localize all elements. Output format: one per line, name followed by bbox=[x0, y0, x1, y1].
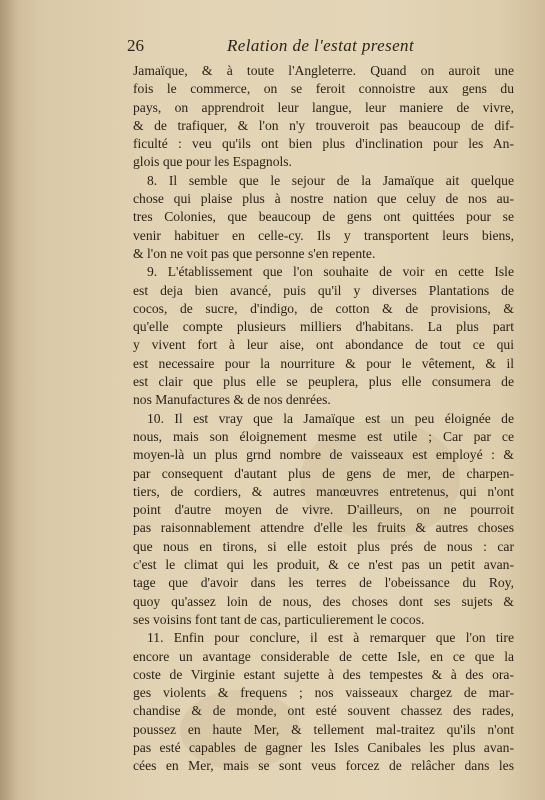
text-line: cocos, de sucre, d'indigo, de cotton & de provisions, & bbox=[133, 300, 514, 316]
paragraph-8-start: 8. Il semble que le sejour de la Jamaïque ait quelque bbox=[147, 172, 514, 188]
text-line: quoy qu'assez loin de nous, des choses dont ses sujets & bbox=[133, 593, 514, 609]
text-line: y vivent fort à leur aise, ont abondance de tout ce qui bbox=[133, 337, 514, 353]
text-line: glois que pour les Espagnols. bbox=[133, 154, 292, 170]
text-line: coste de Virginie estant sujette à des tempestes & à des ora- bbox=[133, 666, 514, 682]
text-line: que nous en tirons, si elle estoit plus prés de nous : car bbox=[133, 538, 514, 554]
text-line: chandise & de monde, ont esté souvent chassez des rades, bbox=[133, 703, 514, 719]
paragraph-9-start: 9. L'établissement que l'on souhaite de voir en cette Isle bbox=[147, 264, 514, 280]
text-line: est necessaire pour la nourriture & pour le vêtement, & il bbox=[133, 355, 514, 371]
paragraph-11-start: 11. Enfin pour conclure, il est à remarquer que l'on tire bbox=[147, 630, 514, 646]
page-gutter-shadow bbox=[0, 0, 18, 800]
text-line: ges violents & frequens ; nos vaisseaux chargez de mar- bbox=[133, 685, 514, 701]
text-line: ses voisins font tant de cas, particulierement le cocos. bbox=[133, 611, 425, 627]
text-line: tiers, de cordiers, & autres manœuvres entretenus, qui n'ont bbox=[133, 483, 514, 499]
running-head: Relation de l'estat present bbox=[227, 36, 415, 55]
page-header bbox=[127, 36, 525, 62]
text-line: pas raisonnablement attendre d'elle les fruits & autres choses bbox=[133, 520, 514, 536]
text-line: chose qui plaise plus à nostre nation que celuy de nos au- bbox=[133, 191, 514, 207]
text-line: cées en Mer, mais se sont veus forcez de relâcher dans les bbox=[133, 758, 514, 774]
text-line: par consequent d'autant plus de gens de mer, de charpen- bbox=[133, 465, 514, 481]
text-line: nous, mais son éloignement mesme est utile ; Car par ce bbox=[133, 428, 514, 444]
text-line: Jamaïque, & à toute l'Angleterre. Quand on auroit une bbox=[133, 63, 514, 78]
text-line: & l'on ne voit pas que personne s'en repente. bbox=[133, 245, 376, 261]
paragraph-10-start: 10. Il est vray que la Jamaïque est un peu éloignée de bbox=[147, 410, 514, 426]
text-line: nos Manufactures & de nos denrées. bbox=[133, 392, 331, 408]
text-line: fois le commerce, on se feroit connoistre aux gens du bbox=[133, 81, 514, 97]
text-line: venir habituer en celle-cy. Ils y transportent leurs biens, bbox=[133, 227, 514, 243]
text-line: poussez en haute Mer, & tellement mal-traitez qu'ils n'ont bbox=[133, 721, 514, 737]
text-line: pays, on apprendroit leur langue, leur maniere de vivre, bbox=[133, 99, 514, 115]
text-line: moyen-là un plus grnd nombre de vaisseaux est employé : & bbox=[133, 447, 514, 463]
text-line: & de trafiquer, & l'on n'y trouveroit pas beaucoup de dif- bbox=[133, 117, 514, 133]
text-line: est clair que plus elle se peuplera, plus elle consumera de bbox=[133, 374, 514, 390]
text-line: tres Colonies, que beaucoup de gens ont quittées pour se bbox=[133, 209, 514, 225]
text-line: qu'elle compte plusieurs milliers d'habitans. La plus part bbox=[133, 319, 514, 335]
body-text bbox=[133, 62, 514, 776]
text-line: tage que d'avoir dans les terres de l'obeissance du Roy, bbox=[133, 575, 514, 591]
text-line: encore un avantage considerable de cette Isle, en ce que la bbox=[133, 648, 514, 664]
page-number: 26 bbox=[127, 36, 144, 55]
text-line: est deja bien avancé, puis qu'il y diverses Plantations de bbox=[133, 282, 514, 298]
text-line: c'est le climat qui les produit, & ce n'est pas un petit avan- bbox=[133, 557, 514, 573]
text-line: pas esté capables de gagner les Isles Canibales les plus avan- bbox=[133, 739, 514, 755]
text-line: ficulté : veu qu'ils ont bien plus d'inclination pour les An- bbox=[133, 136, 514, 152]
text-line: point d'autre moyen de vivre. D'ailleurs, on ne pourroit bbox=[133, 502, 514, 518]
